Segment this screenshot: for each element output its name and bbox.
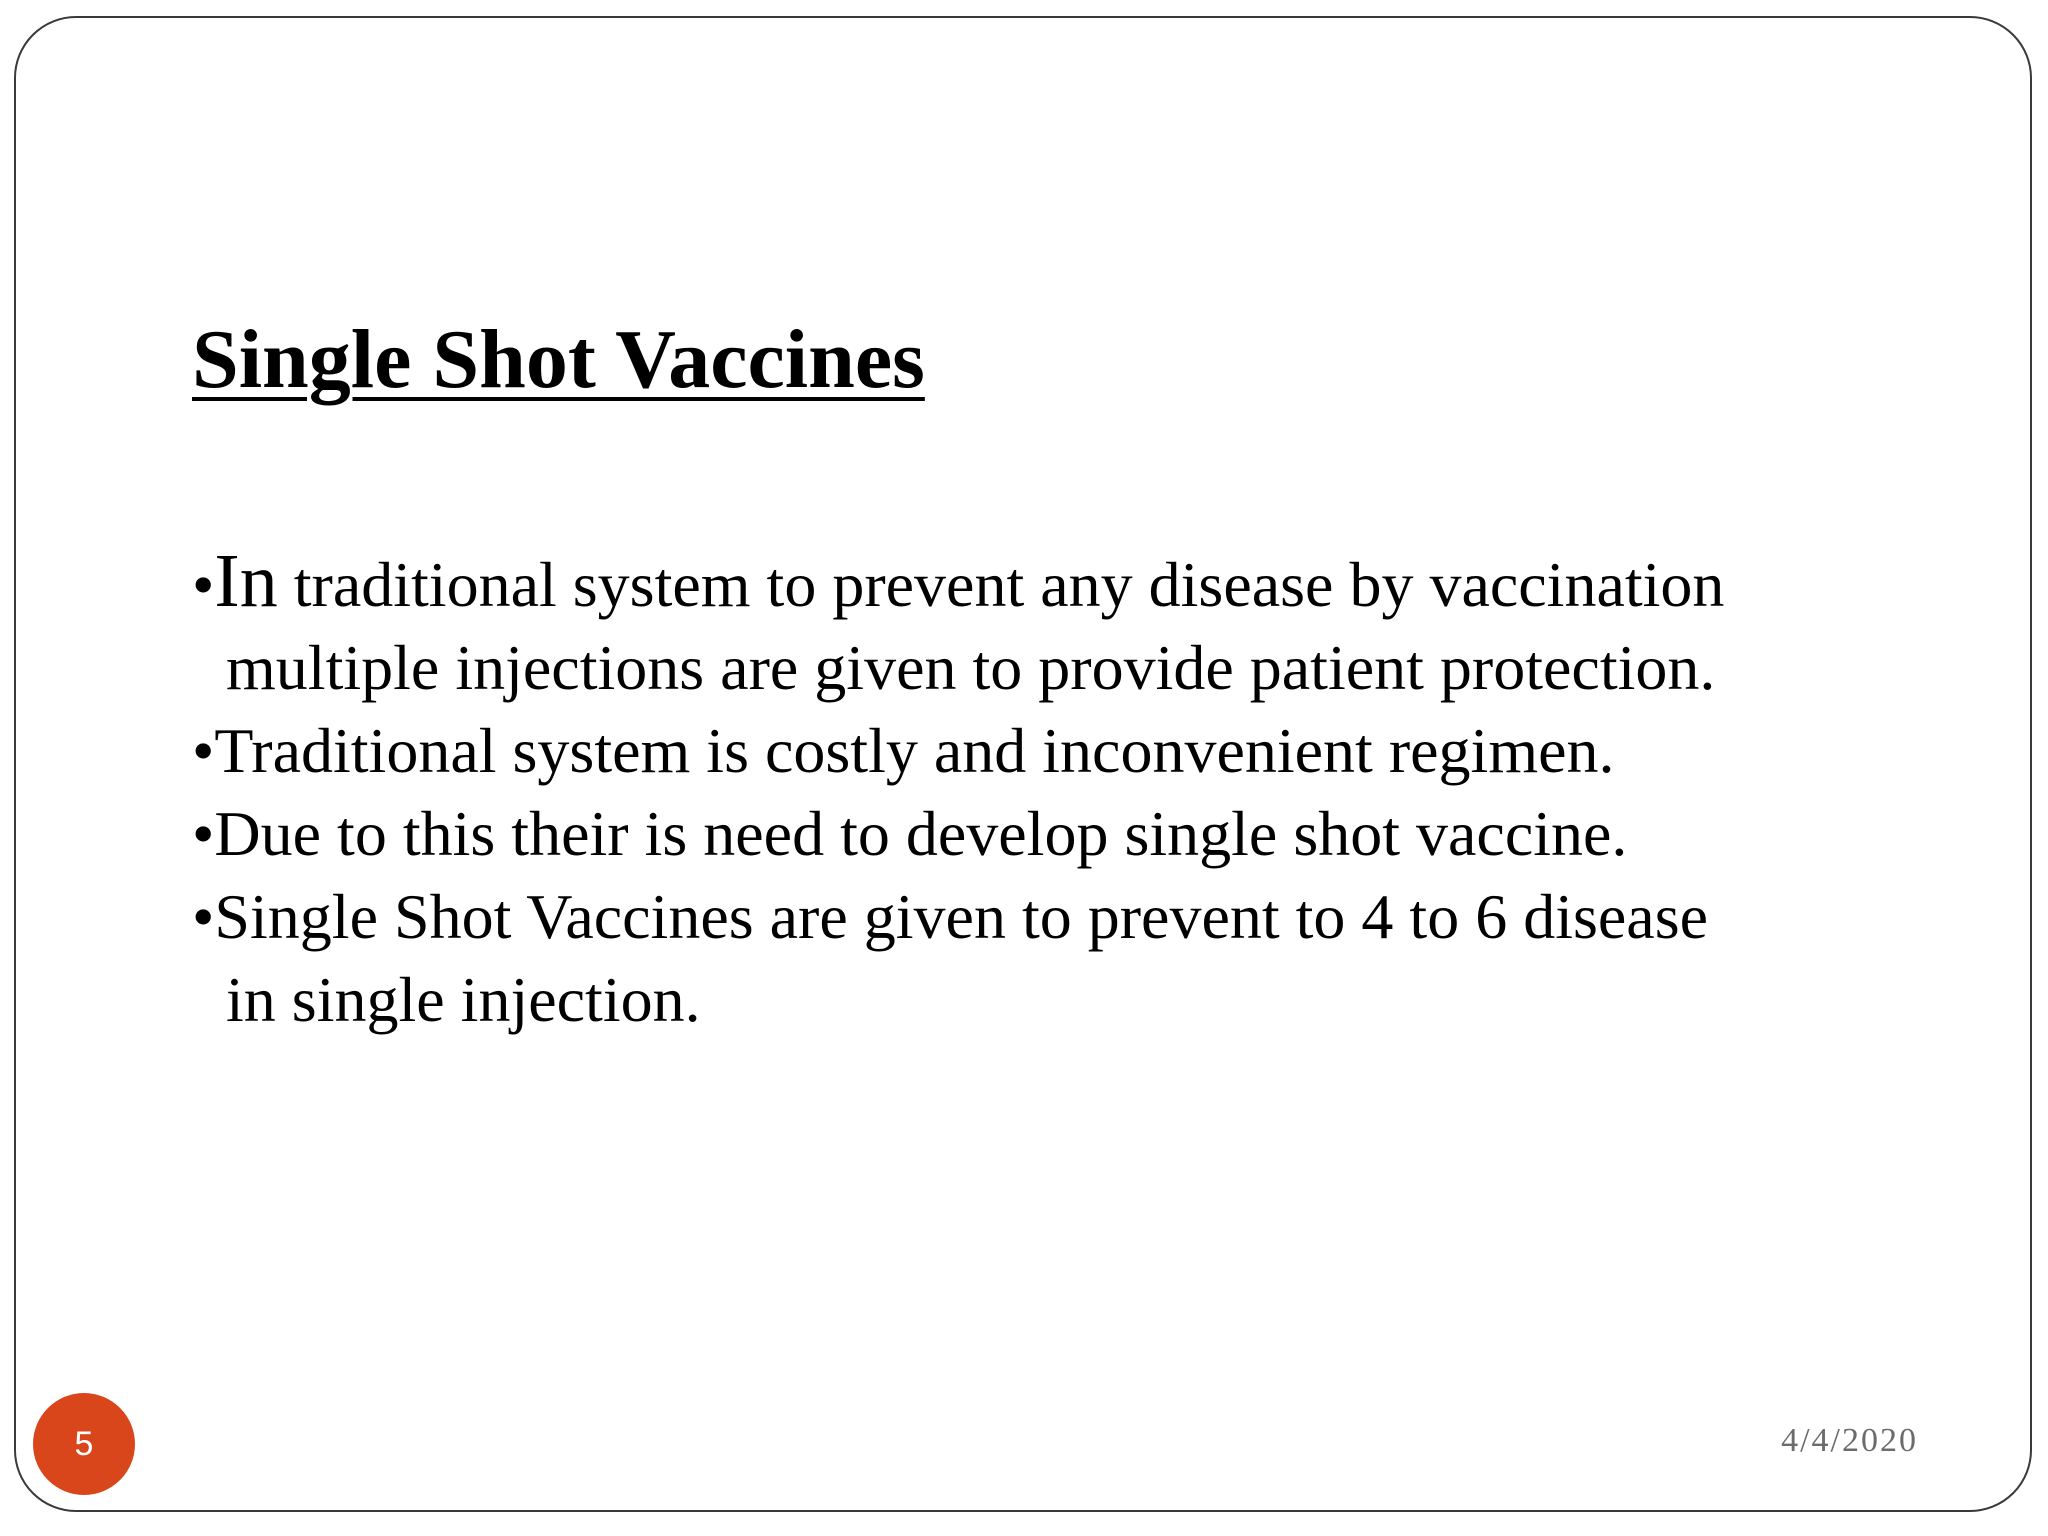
bullet-list	[192, 540, 1912, 1041]
bullet-marker: •	[192, 549, 215, 620]
bullet-item	[192, 792, 1912, 875]
page-number-badge: 5	[33, 1393, 135, 1495]
bullet-continuation: in single injection.	[226, 964, 701, 1035]
bullet-item	[192, 540, 1912, 709]
bullet-marker: •	[192, 881, 215, 952]
bullet-text: Due to this their is need to develop single shot vaccine.	[214, 798, 1628, 869]
bullet-text: traditional system to prevent any disease by vaccination	[277, 549, 1725, 620]
bullet-lead-word: In	[214, 539, 278, 623]
bullet-item	[192, 709, 1912, 792]
slide-date: 4/4/2020	[1781, 1422, 1918, 1459]
bullet-item	[192, 875, 1912, 1041]
slide-title: Single Shot Vaccines	[192, 313, 925, 406]
bullet-text: Single Shot Vaccines are given to prevent to 4 to 6 disease	[214, 881, 1708, 952]
bullet-marker: •	[192, 798, 215, 869]
bullet-text: Traditional system is costly and inconvenient regimen.	[214, 715, 1615, 786]
bullet-marker: •	[192, 715, 215, 786]
bullet-continuation: multiple injections are given to provide patient protection.	[226, 632, 1716, 703]
